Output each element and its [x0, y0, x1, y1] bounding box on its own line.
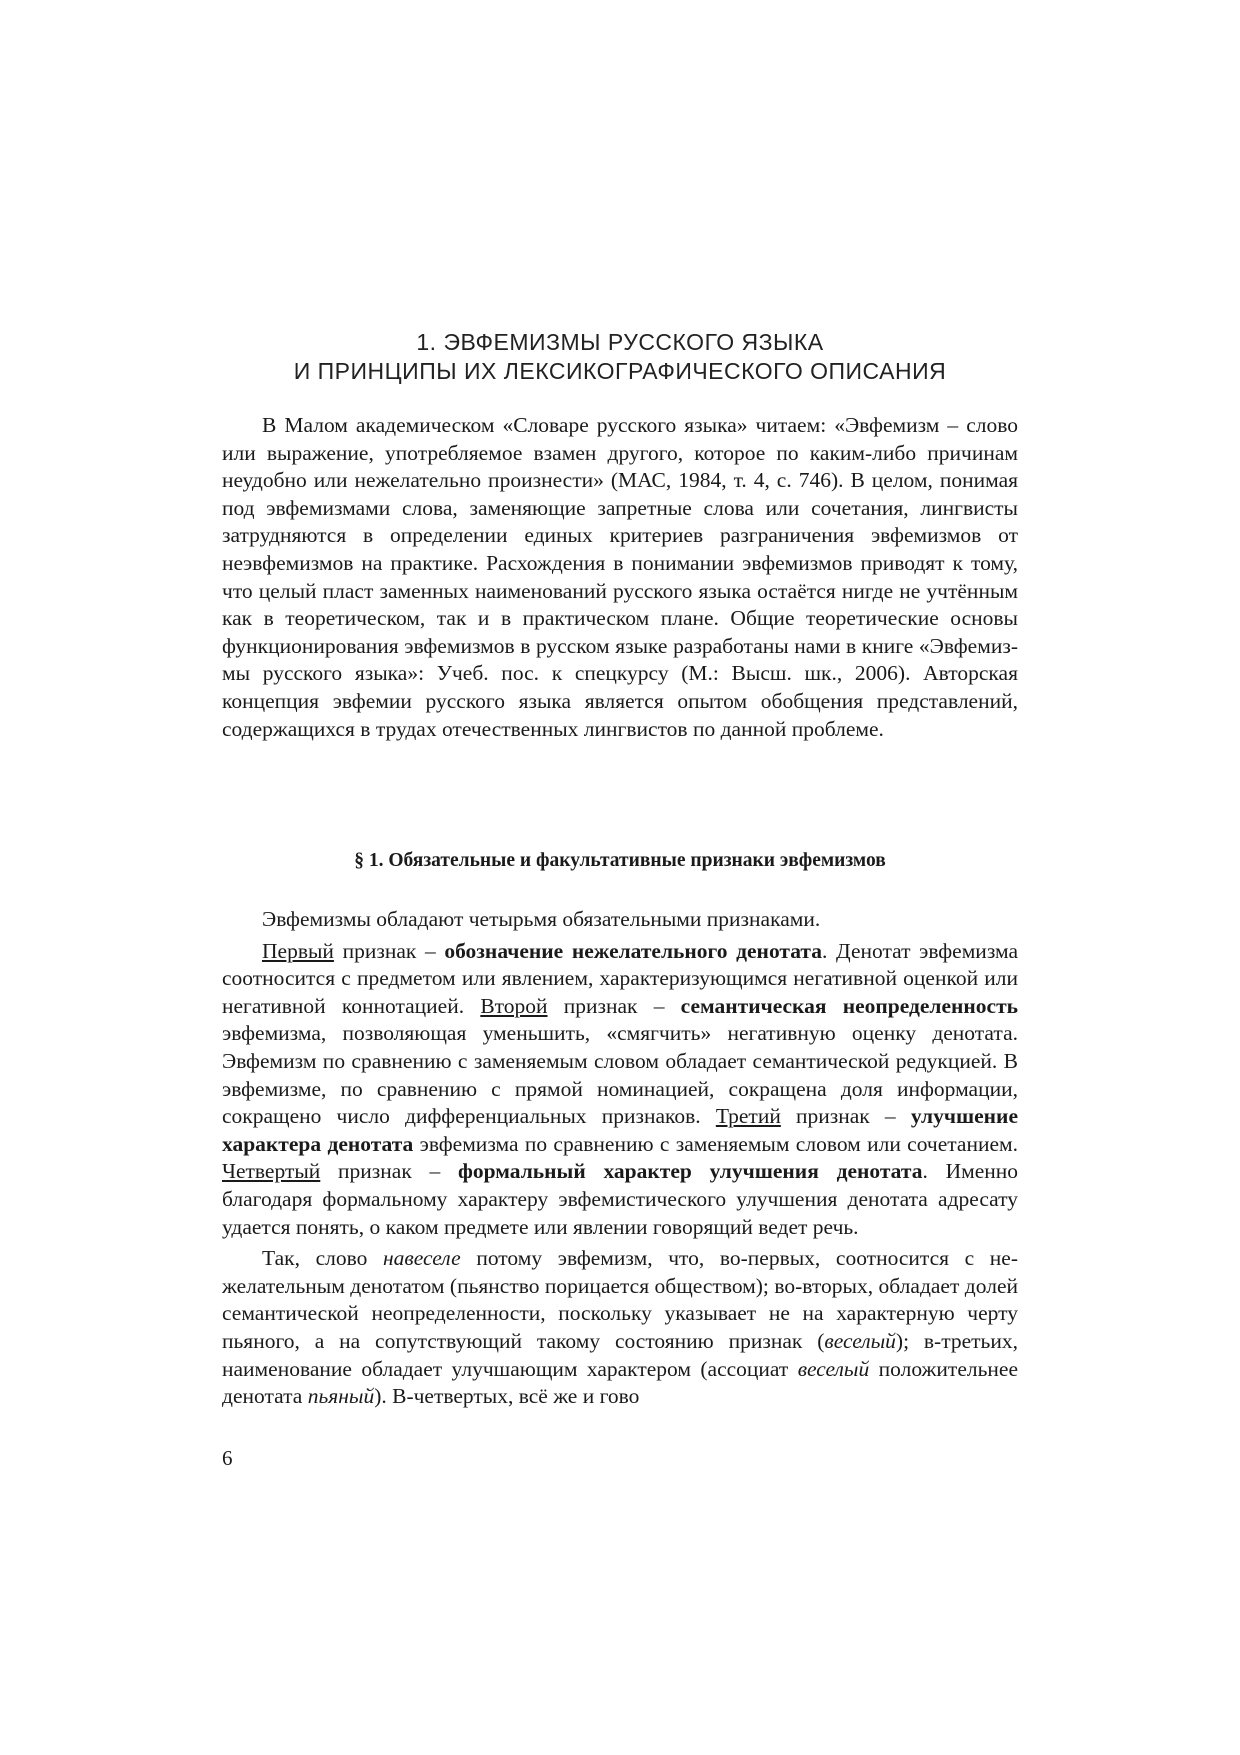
section-paragraph-3: [222, 1245, 1018, 1411]
feature-4-term: формальный характер улучшения денотата: [458, 1159, 923, 1184]
feature-2-marker: Второй: [480, 993, 548, 1018]
text-run: эвфемизма, позволяющая уменьшить, «смягчить» негативную оценку денотата. Эвфемизм по сравнению с заменяемым словом обладает семантической редукцией. В эвфемизме, по сравнению с прямой номинацией, сокращена доля информации, сокращено число дифференциальных признаков.: [222, 1021, 1018, 1129]
feature-3-term: улучшение характера денотата: [222, 1104, 1018, 1156]
feature-4-marker: Четвертый: [222, 1159, 321, 1184]
example-word: пьяный: [307, 1384, 375, 1409]
feature-1-marker: Первый: [262, 938, 334, 963]
intro-paragraph: В Малом академическом «Словаре русского языка» читаем: «Эвфемизм – слово или выражение, употребляемое взамен другого, которое по каким-либо причинам неудобно или нежелательно произнести» (МАС, 1984, т. 4, с. 746). В целом, понимая под эвфемизмами слова, заменяющие запретные слова или сочетания, лингвисты затрудняются в определении единых критериев разграничения эвфемизмов от неэвфемизмов на практике. Расхождения в понимании эвфемизмов приводят к тому, что целый пласт заменных наименований русского языка остаётся нигде не учтённым как в теоретическом, так и в практическом плане. Общие теоретические основы функционирования эвфемизмов в русском языке разработаны нами в книге «Эвфемизмы русского языка»: Учеб. пос. к спецкурсу (М.: Высш. шк., 2006). Авторская концепция эвфемии русского языка является опытом обобщения представлений, содержащихся в трудах отечественных лингвистов по данной проблеме.: [222, 413, 1018, 741]
text-run: признак –: [547, 993, 681, 1018]
section-body: [222, 906, 1018, 1411]
example-word: веселый: [797, 1356, 870, 1381]
chapter-title: [220, 328, 1020, 386]
section-paragraph-1: Эвфемизмы обладают четырьмя обязательными признаками.: [262, 907, 821, 931]
text-run: признак –: [780, 1104, 911, 1129]
page-number: 6: [222, 1446, 233, 1470]
text-run: Так, слово: [262, 1246, 383, 1271]
example-word: веселый: [824, 1328, 896, 1353]
intro-text: [222, 412, 1018, 743]
section-title: § 1. Обязательные и факультативные признаки эвфемизмов: [354, 850, 886, 871]
text-run: признак –: [320, 1159, 459, 1184]
feature-1-term: обозначение нежелательного денотата: [444, 938, 823, 963]
example-word: навеселе: [382, 1246, 461, 1271]
text-run: ). В-четвертых, всё же и гово: [374, 1384, 640, 1409]
text-run: . Именно благодаря формальному характеру эвфемистического улучшения денотата адресату удается понять, о каком предмете или явлении говорящий ведет речь.: [222, 1159, 1019, 1239]
chapter-title-line-2: И ПРИНЦИПЫ ИХ ЛЕКСИКОГРАФИЧЕСКОГО ОПИСАНИЯ: [293, 358, 947, 384]
text-run: эвфемизма по сравнению с заменяемым словом или сочетанием.: [413, 1131, 1018, 1156]
text-run: положительнее денотата: [222, 1356, 1018, 1409]
text-run: . Денотат эвфемизма соотносится с предметом или явлением, характеризующимся негативной оценкой или негативной коннотацией.: [222, 938, 1019, 1018]
section-paragraph-2: [222, 938, 1018, 1242]
feature-3-marker: Третий: [715, 1104, 781, 1129]
chapter-title-line-1: 1. ЭВФЕМИЗМЫ РУССКОГО ЯЗЫКА: [416, 329, 824, 355]
text-run: признак –: [333, 938, 445, 963]
feature-2-term: семантическая неопределенность: [680, 993, 1019, 1018]
text-run: потому эвфемизм, что, во-первых, соотносится с нежелательным денотатом (пьянство порицается обществом); во-вторых, обладает долей семантической неопределенности, поскольку указывает не на характерную черту пьяного, а на сопутствующий такому состоянию признак (: [222, 1246, 1018, 1353]
text-run: ); в-третьих, наименование обладает улучшающим характером (ассоциат: [222, 1328, 1018, 1381]
